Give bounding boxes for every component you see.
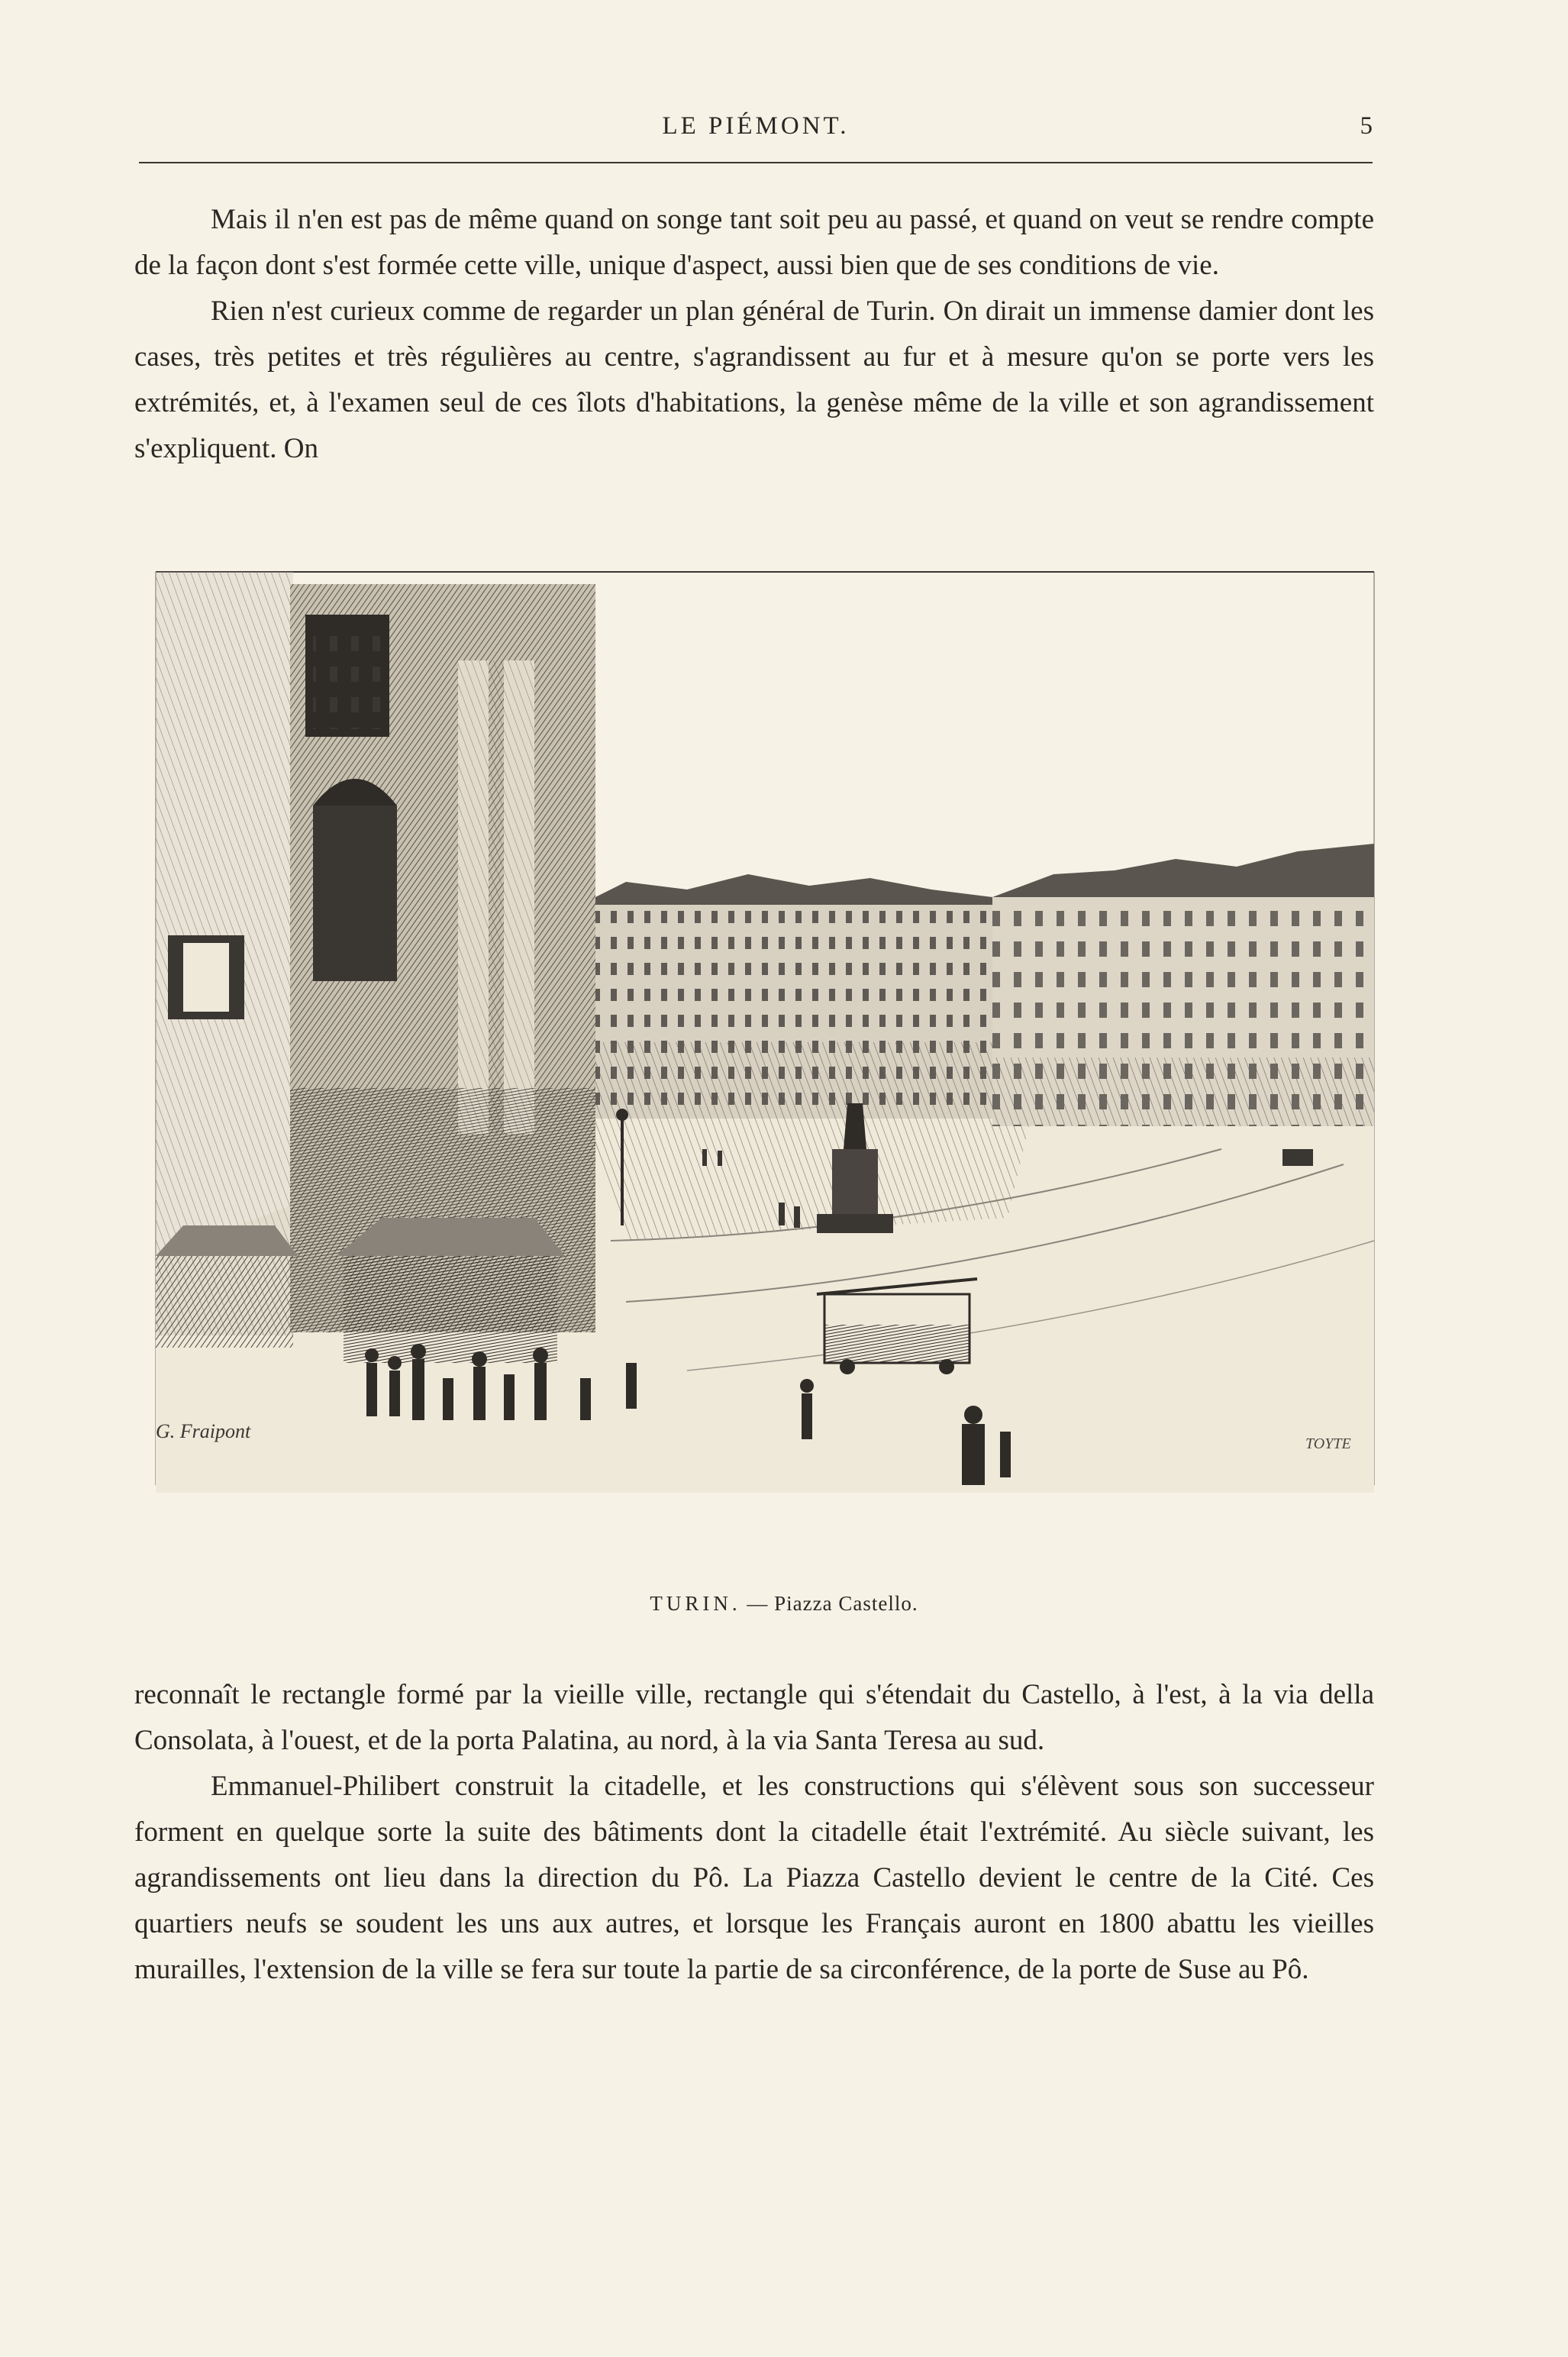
engraver-signature-left: G. Fraipont	[156, 1420, 251, 1442]
paragraph: reconnaît le rectangle formé par la vieille ville, rectangle qui s'étendait du Castello, à l'est, à la via della Consolata, à l'ouest, et de la porta Palatina, au nord, à la via Santa Teresa au sud.	[134, 1679, 1374, 1756]
running-head	[139, 107, 1373, 145]
running-title: LE PIÉMONT.	[662, 112, 850, 140]
caption-city: TURIN.	[650, 1592, 741, 1615]
paragraph: Rien n'est curieux comme de regarder un plan général de Turin. On dirait un immense damier dont les cases, très petites et très régulières au centre, s'agrandissent au fur et à mesure qu'on se porte vers les extrémités, et, à l'examen seul de ces îlots d'habitations, la genèse même de la ville et son agrandissement s'expliquent. On	[134, 295, 1374, 464]
paragraph: Emmanuel-Philibert construit la citadelle, et les constructions qui s'élèvent sous son successeur forment en quelque sorte la suite des bâtiments dont la citadelle était l'extrémité. Au siècle suivant, les agrandissements ont lieu dans la direction du Pô. La Piazza Castello devient le centre de la Cité. Ces quartiers neufs se soudent les uns aux autres, et lorsque les Français auront en 1800 abattu les vieilles murailles, l'extension de la ville se fera sur toute la partie de sa circonférence, de la porte de Suse au Pô.	[134, 1771, 1374, 1985]
text-block-bottom	[134, 1672, 1374, 1993]
paragraph: Mais il n'en est pas de même quand on songe tant soit peu au passé, et quand on veut se rendre compte de la façon dont s'est formée cette ville, unique d'aspect, aussi bien que de ses conditions de vie.	[134, 204, 1374, 281]
caption-dash: —	[747, 1592, 769, 1615]
engraving-illustration	[153, 569, 1377, 1499]
header-rule	[139, 162, 1373, 163]
engraver-signature-right: TOYTE	[1305, 1435, 1351, 1452]
caption-place: Piazza Castello.	[774, 1592, 918, 1615]
text-block-top	[134, 197, 1374, 472]
figure-caption	[0, 1592, 1568, 1616]
page-number: 5	[1360, 112, 1373, 140]
